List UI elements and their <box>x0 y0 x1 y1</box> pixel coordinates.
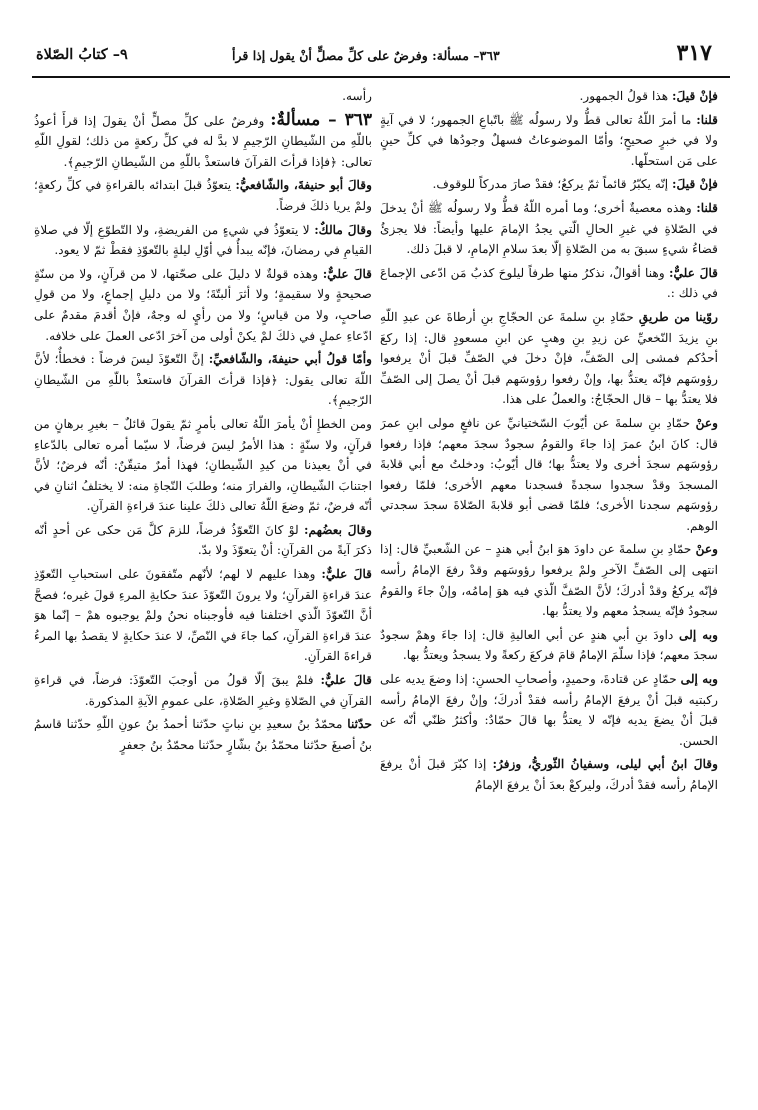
paragraph-text: إذا كبّرَ قبلَ أنْ يرفعَ الإمامُ رأسه فقدْ أدركَ، وليركعْ بعدَ أنْ يرفعَ الإمامُ <box>380 757 718 792</box>
paragraph-text: يتعوّذُ قبلَ ابتدائه بالقراءةِ في كلِّ ركعةٍ؛ ولمْ يريا ذلكَ فرضاً. <box>34 178 372 213</box>
paragraph-text: حمّادِ بنِ سلمةَ عن الحجّاجِ بنِ أرطاةَ عن عبدِ اللّهِ بنِ يزيدَ النّخعيِّ عن زيدِ بنِ وهبٍ عن ابنِ مسعودٍ قال: إذا ركعَ أحدُكم فمشى إلى الصّفِّ، فإنْ دخلَ في الصّفِّ قبلَ أنْ يرفعوا رؤوسَهم فإنّه يعتدُّ بها، وإنْ رفعوا رؤوسَهم قبلَ أنْ يصلَ إلى الصّفِّ فلا يعتدُّ بها – قال الحجّاجُ: والعملُ على هذا. <box>380 309 718 407</box>
paragraph-text: ما أمرَ اللّهُ تعالى قطُّ ولا رسولُه ﷺ باتّباعِ الجمهور؛ لا في آيةٍ ولا في خبرٍ صحيحٍ؛ وأمّا الموضوعاتُ فسهلٌ وجودُها في كلِّ حينٍ على مَن استحلّها. <box>380 112 718 168</box>
paragraph-lead: حدّثنا <box>347 717 372 732</box>
paragraph-text: محمّدُ بنُ سعيدِ بنِ نباتٍ حدّثنا أحمدُ بنُ عونِ اللّهِ حدّثنا قاسمُ بنُ أصبغَ حدّثنا محمّدُ بنُ بشّارٍ حدّثنا محمّدُ بنُ جعفرٍ <box>34 717 372 752</box>
running-title: ٣٦٣– مسألة: وفرضٌ على كلِّ مصلٍّ أنْ يقول إذا قرأ <box>232 48 500 63</box>
left-column <box>34 86 372 1086</box>
paragraph-lead: وبه إلى <box>679 627 718 642</box>
page-number: ٣١٧ <box>676 40 712 66</box>
paragraph-lead: وقالَ أبو حنيفةَ، والشّافعيُّ: <box>235 178 372 193</box>
paragraph-text: وهذه قولةٌ لا دليلَ على صحّتها، لا من قرآنٍ، ولا من سنّةٍ صحيحةٍ ولا سقيمةٍ؛ ولا أثرَ ألبتّةَ؛ ولا من دليلِ إجماعٍ، ولا من قولِ صاحبٍ، ولا من قياسٍ؛ ولا من رأيٍ له وجهٌ، فإنْ أقدمَ مقدمٌ على ادّعاءِ عملٍ في ذلكَ لمْ يكنْ أولى من آخرَ ادّعى العملَ على خلافه. <box>34 266 372 343</box>
paragraph <box>380 625 718 666</box>
paragraph <box>380 174 718 195</box>
paragraph <box>34 714 372 755</box>
paragraph-text: رأسه. <box>342 89 372 103</box>
paragraph-lead: فإنْ قيلَ: <box>672 177 718 192</box>
paragraph-text: ومن الخطإِ أنْ يأمرَ اللّهُ تعالى بأمرٍ ثمّ يقولَ قائلٌ – بغيرِ برهانٍ من قرآنٍ، ولا سنّةٍ : هذا الأمرُ ليسَ فرضاً، لا سيّما أمره تعالى بالدّعاءِ في أنْ يعيذنا من كيدِ الشّيطانِ؛ فهذا أمرٌ متيقّنٌ: أنّه فرضٌ؛ لأنَّ اجتنابَ الشّيطانِ، والفرارَ منه؛ وطلبَ النّجاةِ منه: لا يختلفُ اثنانِ في أنّه فرضٌ، ثمّ وضعَ اللّهُ تعالى ذلكَ علينا عندَ قراءةِ القرآنِ. <box>34 416 372 514</box>
paragraph-lead: وأمّا قولُ أبي حنيفةَ، والشّافعيِّ: <box>208 352 372 367</box>
paragraph-text: هذا قولُ الجمهور. <box>579 89 673 103</box>
paragraph-text: وهذه معصيةٌ أخرى؛ وما أمره اللّهُ قطُّ ولا رسولُه ﷺ أنْ يدخلَ في الصّلاةِ في غيرِ الحالِ الّتي يجدُ الإمامَ عليها وأيضاً: فلا يجزئُ قضاءُ شيءٍ سبقَ به من الصّلاةِ إلّا بعدَ سلامِ الإمامِ، لا قبلَ ذلك. <box>380 200 718 257</box>
paragraph <box>34 564 372 667</box>
paragraph <box>380 263 718 304</box>
paragraph <box>34 264 372 346</box>
paragraph-lead: فإنْ قيلَ: <box>672 89 718 103</box>
paragraph-text: إنَّ التّعوّذَ ليسَ فرضاً : فخطأٌ؛ لأنَّ اللّهَ تعالى يقول: ﴿فإذا قرأتَ القرآنَ فاستعذْ باللّهِ من الشّيطانِ الرّجيمِ﴾. <box>34 352 372 408</box>
paragraph-lead: ٣٦٣ – مسألةٌ: <box>270 109 372 130</box>
right-column <box>380 86 718 1086</box>
paragraph-text: لوْ كانَ التّعوّذُ فرضاً، للزمَ كلَّ مَن حكى عن أحدٍ أنّه ذكرَ آيةً من القرآنِ: أنْ يتعوّذَ ولا بدّ. <box>34 522 372 558</box>
paragraph <box>380 754 718 795</box>
paragraph-text: داودَ بنِ أبي هندٍ عن أبي العاليةِ قال: إذا جاءَ وهمْ سجودٌ سجدَ معهم؛ فإذا سلّمَ الإمامُ قامَ فركعَ ركعةً ولا يسجدُ ويعتدُّ بها. <box>380 627 718 663</box>
paragraph <box>380 669 718 751</box>
paragraph-lead: وعنْ <box>695 542 718 557</box>
paragraph-text: حمّادٍ عن قتادةَ، وحميدٍ، وأصحابِ الحسنِ: إذا وضعَ يديه على ركبتيه قبلَ أنْ يرفعَ الإمامُ رأسه فقدْ أدركَ؛ وإنْ رفعَ الإمامُ رأسه قبلَ أنْ يضعَ يديه فإنّه لا يعتدُّ بها قالَ حمّادٌ: وأكثرُ ظنّي أنّه عن الحسن. <box>380 672 718 748</box>
paragraph <box>34 670 372 711</box>
paragraph <box>34 86 372 107</box>
paragraph-text: فلمْ يبقَ إلّا قولُ من أوجبَ التّعوّذَ: فرضاً، في قراءةِ القرآنِ في الصّلاةِ وغيرِ الصّلاةِ، على عمومِ الآيةِ المذكورة. <box>34 673 372 708</box>
paragraph <box>380 413 718 537</box>
paragraph <box>380 539 718 621</box>
paragraph <box>34 349 372 411</box>
paragraph-lead: وبه إلى <box>680 672 718 687</box>
paragraph-lead: وقالَ مالكٌ: <box>314 222 372 237</box>
paragraph-lead: قالَ عليٌّ: <box>320 673 372 688</box>
paragraph-text: حمّادِ بنِ سلمةَ عن أيّوبَ السّختيانيِّ عن نافعٍ مولى ابنِ عمرَ قال: كانَ ابنُ عمرَ إذا جاءَ والقومُ سجودٌ سجدَ معهم؛ فإذا رفعوا رؤوسَهم سجدَ أخرى ولا يعتدُّ بها؛ قال أيّوبُ: ودخلتُ مع أبي قلابةَ المسجدَ وقدْ سجدوا سجدةً فسجدنا معهم الأخرى؛ فلمّا رفعوا رؤوسَهم سجدنا الأخرى؛ فلمّا قضى أبو قلابةَ الصّلاةَ سجدَ سجدتي الوهم. <box>380 415 718 533</box>
paragraph-text: وهذا عليهم لا لهم؛ لأنّهم متّفقونَ على استحبابِ التّعوّذِ عندَ قراءةِ القرآنِ؛ ولا يرونَ التّعوّذَ عندَ حكايةِ المرءِ قولَ غيره؛ فصحَّ أنَّ التّعوّذَ الّذي اختلفنا فيه فأوجبناه نحنُ ولمْ يوجبوه همْ – إنّما هوَ عندَ قراءةِ القرآنِ، كما جاءَ في النّصِّ، لا عندَ حكايةٍ لا يقصدُ بها المرءُ قراءةَ القرآنِ. <box>34 567 372 664</box>
paragraph <box>34 414 372 517</box>
paragraph-text: حمّادِ بنِ سلمةَ عن داودَ هوَ ابنُ أبي هندٍ – عن الشّعبيِّ قال: إذا انتهى إلى الصّفِّ الآخرِ ولمْ يرفعوا رؤوسَهم وقدْ رفعَ الإمامُ رأسه فإنّه يركعُ وقدْ أدركَ؛ لأنَّ الصّفَّ الّذي فيه هوَ إمامُه، وإنْ جاءَ والقومُ سجودٌ فإنّه يسجدُ معهم ولا يعتدُّ بها. <box>380 542 718 619</box>
paragraph <box>380 110 718 172</box>
paragraph-lead: قلنا: <box>696 112 718 127</box>
paragraph <box>34 520 372 561</box>
paragraph-text: وهنا أقوالٌ، نذكرُ منها طرفاً ليلوحَ كذبُ مَن ادّعى الإجماعَ في ذلك :. <box>380 265 718 301</box>
paragraph <box>34 175 372 216</box>
paragraph-lead: قالَ عليٌّ: <box>321 567 372 582</box>
header-rule <box>32 76 730 78</box>
book-title: ٩– كتابُ الصّلاة <box>36 46 128 63</box>
paragraph <box>380 86 718 107</box>
paragraph <box>380 198 718 260</box>
paragraph-lead: روّينا من طريقِ <box>638 309 718 324</box>
paragraph <box>380 307 718 410</box>
paragraph-lead: وقالَ ابنُ أبي ليلى، وسفيانُ الثّوريُّ، وزفرُ: <box>492 757 718 772</box>
paragraph <box>34 220 372 261</box>
paragraph-lead: قالَ عليٌّ: <box>669 265 718 280</box>
paragraph-text: لا يتعوّذُ في شيءٍ من الفريضةِ، ولا التّطوّعِ إلّا في صلاةِ القيامِ في رمضانَ، فإنّه يبدأُ في أوّلِ ليلةٍ بالتّعوّذِ فقطْ ثمّ لا يعود. <box>34 222 372 258</box>
paragraph-lead: قالَ عليٌّ: <box>322 266 372 281</box>
paragraph-lead: وعنْ <box>695 415 718 430</box>
paragraph-lead: قلنا: <box>696 200 718 215</box>
paragraph <box>34 110 372 173</box>
paragraph-lead: وقالَ بعضُهم: <box>304 522 372 537</box>
paragraph-text: وفرضٌ على كلِّ مصلٍّ أنْ يقولَ إذا قرأَ أعوذُ باللّهِ من الشّيطانِ الرّجيمِ لا بدَّ له في كلِّ ركعةٍ من ذلك؛ لقولِ اللّهِ تعالى: ﴿فإذا قرأتَ القرآنَ فاستعذْ باللّهِ من الشّيطانِ الرّجيمِ﴾. <box>34 113 372 169</box>
paragraph-text: إنّه يكبّرُ قائماً ثمّ يركعُ؛ فقدْ صارَ مدركاً للوقوف. <box>432 177 673 192</box>
